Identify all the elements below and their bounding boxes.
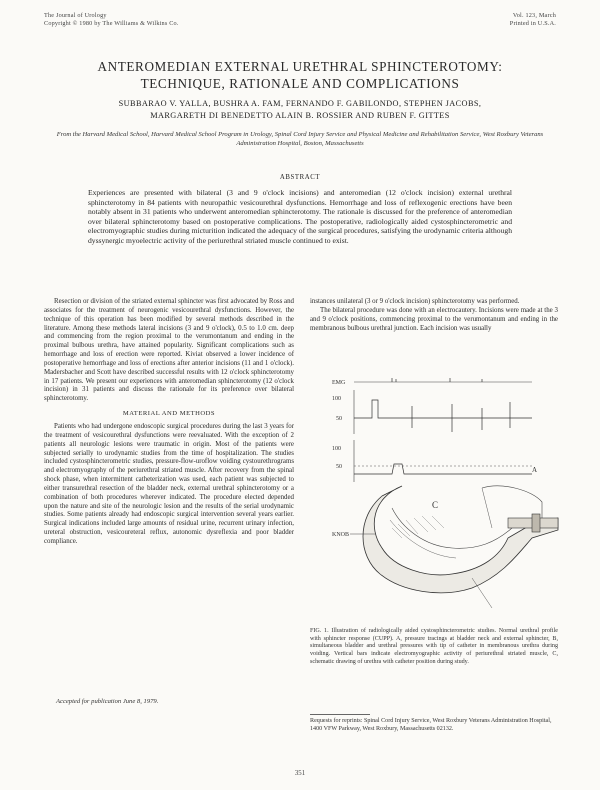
intro-paragraph: Resection or division of the striated external sphincter was first advocated by Ross and associates for the treatment of neurogenic vesicourethral dysfunctions. However, the technique of this operation has been modified by several methods described in the literature. Among these methods lateral incisions (3 and 9 o'clock), 0.5 to 1.0 cm. deep and commencing from the region proximal to the verumontanum and ending in the proximal bulbous urethra, have attained popularity. Significant complications such as hemorrhage and loss of erection were reported. Kiviat observed a lower incidence of postoperative hemorrhage and loss of erections after anterior incisions (11 and 1 o'clock). Madersbacher and Scott have described successful results with 12 o'clock sphincterotomy in 17 patients. We present our experiences with anteromedian sphincterotomy (12 o'clock incision) in 31 patients and discuss the rationale for its preference over bilateral sphincterotomy. [44, 298, 294, 403]
axis-label-3: 100 [332, 446, 341, 452]
journal-name: The Journal of Urology [44, 12, 107, 19]
methods-heading: MATERIAL AND METHODS [122, 410, 216, 418]
authors-line-1: SUBBARAO V. YALLA, BUSHRA A. FAM, FERNANDO F. GABILONDO, STEPHEN JACOBS, [118, 99, 482, 108]
event-bars-1 [412, 402, 510, 432]
running-header-left [44, 12, 179, 28]
axis-label-4: 50 [336, 464, 342, 470]
urethra-drawing [363, 486, 558, 608]
anatomy-label-c: C [432, 500, 439, 510]
volume-line: Vol. 123, March [512, 12, 556, 19]
emg-spikes [392, 378, 482, 382]
authors-line-2: MARGARETH DI BENEDETTO ALAIN B. ROSSIER AND RUBEN F. GITTES [150, 111, 450, 120]
methods-paragraph: Patients who had undergone endoscopic surgical procedures during the last 3 years for the treatment of vesicourethral dysfunctions were reevaluated. With the exception of 2 patients all neurologic lesions were traumatic in origin. Most of the patients were subjected serially to urodynamic studies from the time of hospitalization. The studies included cystosphincterometric studies, pressure-flow-uroflow voiding cystourethrograms and electromyography of the periurethral striated muscle. After recovery from the spinal shock phase, when intermittent catheterization was used, each patient was subjected to either transurethral resection of the bladder neck, external urethral sphincterotomy or a combination of both procedures wherever indicated. The procedure elected depended upon the nature and site of the neurologic lesion and the results of the serial urodynamic studies. Some patients already had endoscopic surgical intervention several years earlier. Surgical indications included large amounts of residual urine, recurrent urinary infection, ureteral obstruction, vesicoureteral reflux, autonomic dysreflexia and poor bladder compliance. [44, 422, 294, 545]
running-header-right [510, 12, 556, 28]
pressure-trace-1 [354, 400, 532, 418]
footnote-rule [310, 714, 370, 715]
continued-paragraph: instances unilateral (3 or 9 o'clock incision) sphincterotomy was performed. [310, 298, 520, 305]
page-number: 351 [294, 770, 306, 777]
procedure-paragraph: The bilateral procedure was done with an electrocautery. Incisions were made at the 3 and 9 o'clock positions, commencing proximal to the verumontanum and ending in the membranous bulbous urethral junction. Each incision was usually [310, 306, 558, 332]
scope-knob-label: KNOB [332, 532, 350, 538]
printed-line: Printed in U.S.A. [509, 20, 556, 27]
figure-caption: FIG. 1. Illustration of radiologically aided cystosphincterometric studies. Normal urethral profile with sphincter response (CUPP). A, pressure tracings at bladder neck and external sphincter, B, simultaneous bladder and urethral pressures with tip of catheter in membranous urethra during voiding. Vertical bars indicate electromyographic activity of periurethral striated muscle, C, schematic drawing of urethra with catheter position during study. [310, 628, 558, 665]
article-title [40, 58, 560, 92]
axis-label-1: 100 [332, 396, 341, 402]
marker-a: A [532, 466, 538, 474]
left-column [44, 298, 294, 547]
title-line-2: TECHNIQUE, RATIONALE AND COMPLICATIONS [140, 76, 460, 91]
abstract-text: Experiences are presented with bilateral (3 and 9 o'clock incisions) and anteromedian (12 o'clock incision) external urethral sphincterotomy in 84 patients with neuropathic vesicourethral dysfunctions. Hemorrhage and loss of reflexogenic erections have been notably absent in 31 patients who underwent anteromedian sphincterotomy. The rationale is discussed for the preference of anteromedian over bilateral sphincterotomy based on postoperative complications. The postoperative, radiologically aided cystosphincterometric and electromyographic studies during micturition indicated the adequacy of the surgical procedures, satisfying the urodynamic criteria although dyssynergic myoelectric activity of the periurethral striated muscle continued to exist. [88, 188, 512, 245]
figure-1 [332, 378, 564, 616]
emg-label: EMG [332, 380, 346, 386]
accepted-date: Accepted for publication June 8, 1979. [56, 698, 159, 705]
footnote: Requests for reprints: Spinal Cord Injury Service, West Roxbury Veterans Administration Hospital, 1400 VFW Parkway, West Roxbury, Massachusetts 02132. [310, 718, 552, 732]
affiliation: From the Harvard Medical School, Harvard Medical School Program in Urology, Spinal Cord Injury Service and Physical Medicine and Rehabilitation Service, West Roxbury Veterans Administration Hospital, Boston, Massachusetts [56, 131, 544, 147]
copyright-line: Copyright © 1980 by The Williams & Wilkins Co. [44, 20, 179, 27]
title-line-1: ANTEROMEDIAN EXTERNAL URETHRAL SPHINCTEROTOMY: [97, 59, 503, 74]
author-list [40, 98, 560, 122]
pressure-trace-2 [354, 464, 532, 474]
abstract-heading: ABSTRACT [279, 174, 321, 181]
axis-label-2: 50 [336, 416, 342, 422]
right-column [310, 298, 558, 333]
